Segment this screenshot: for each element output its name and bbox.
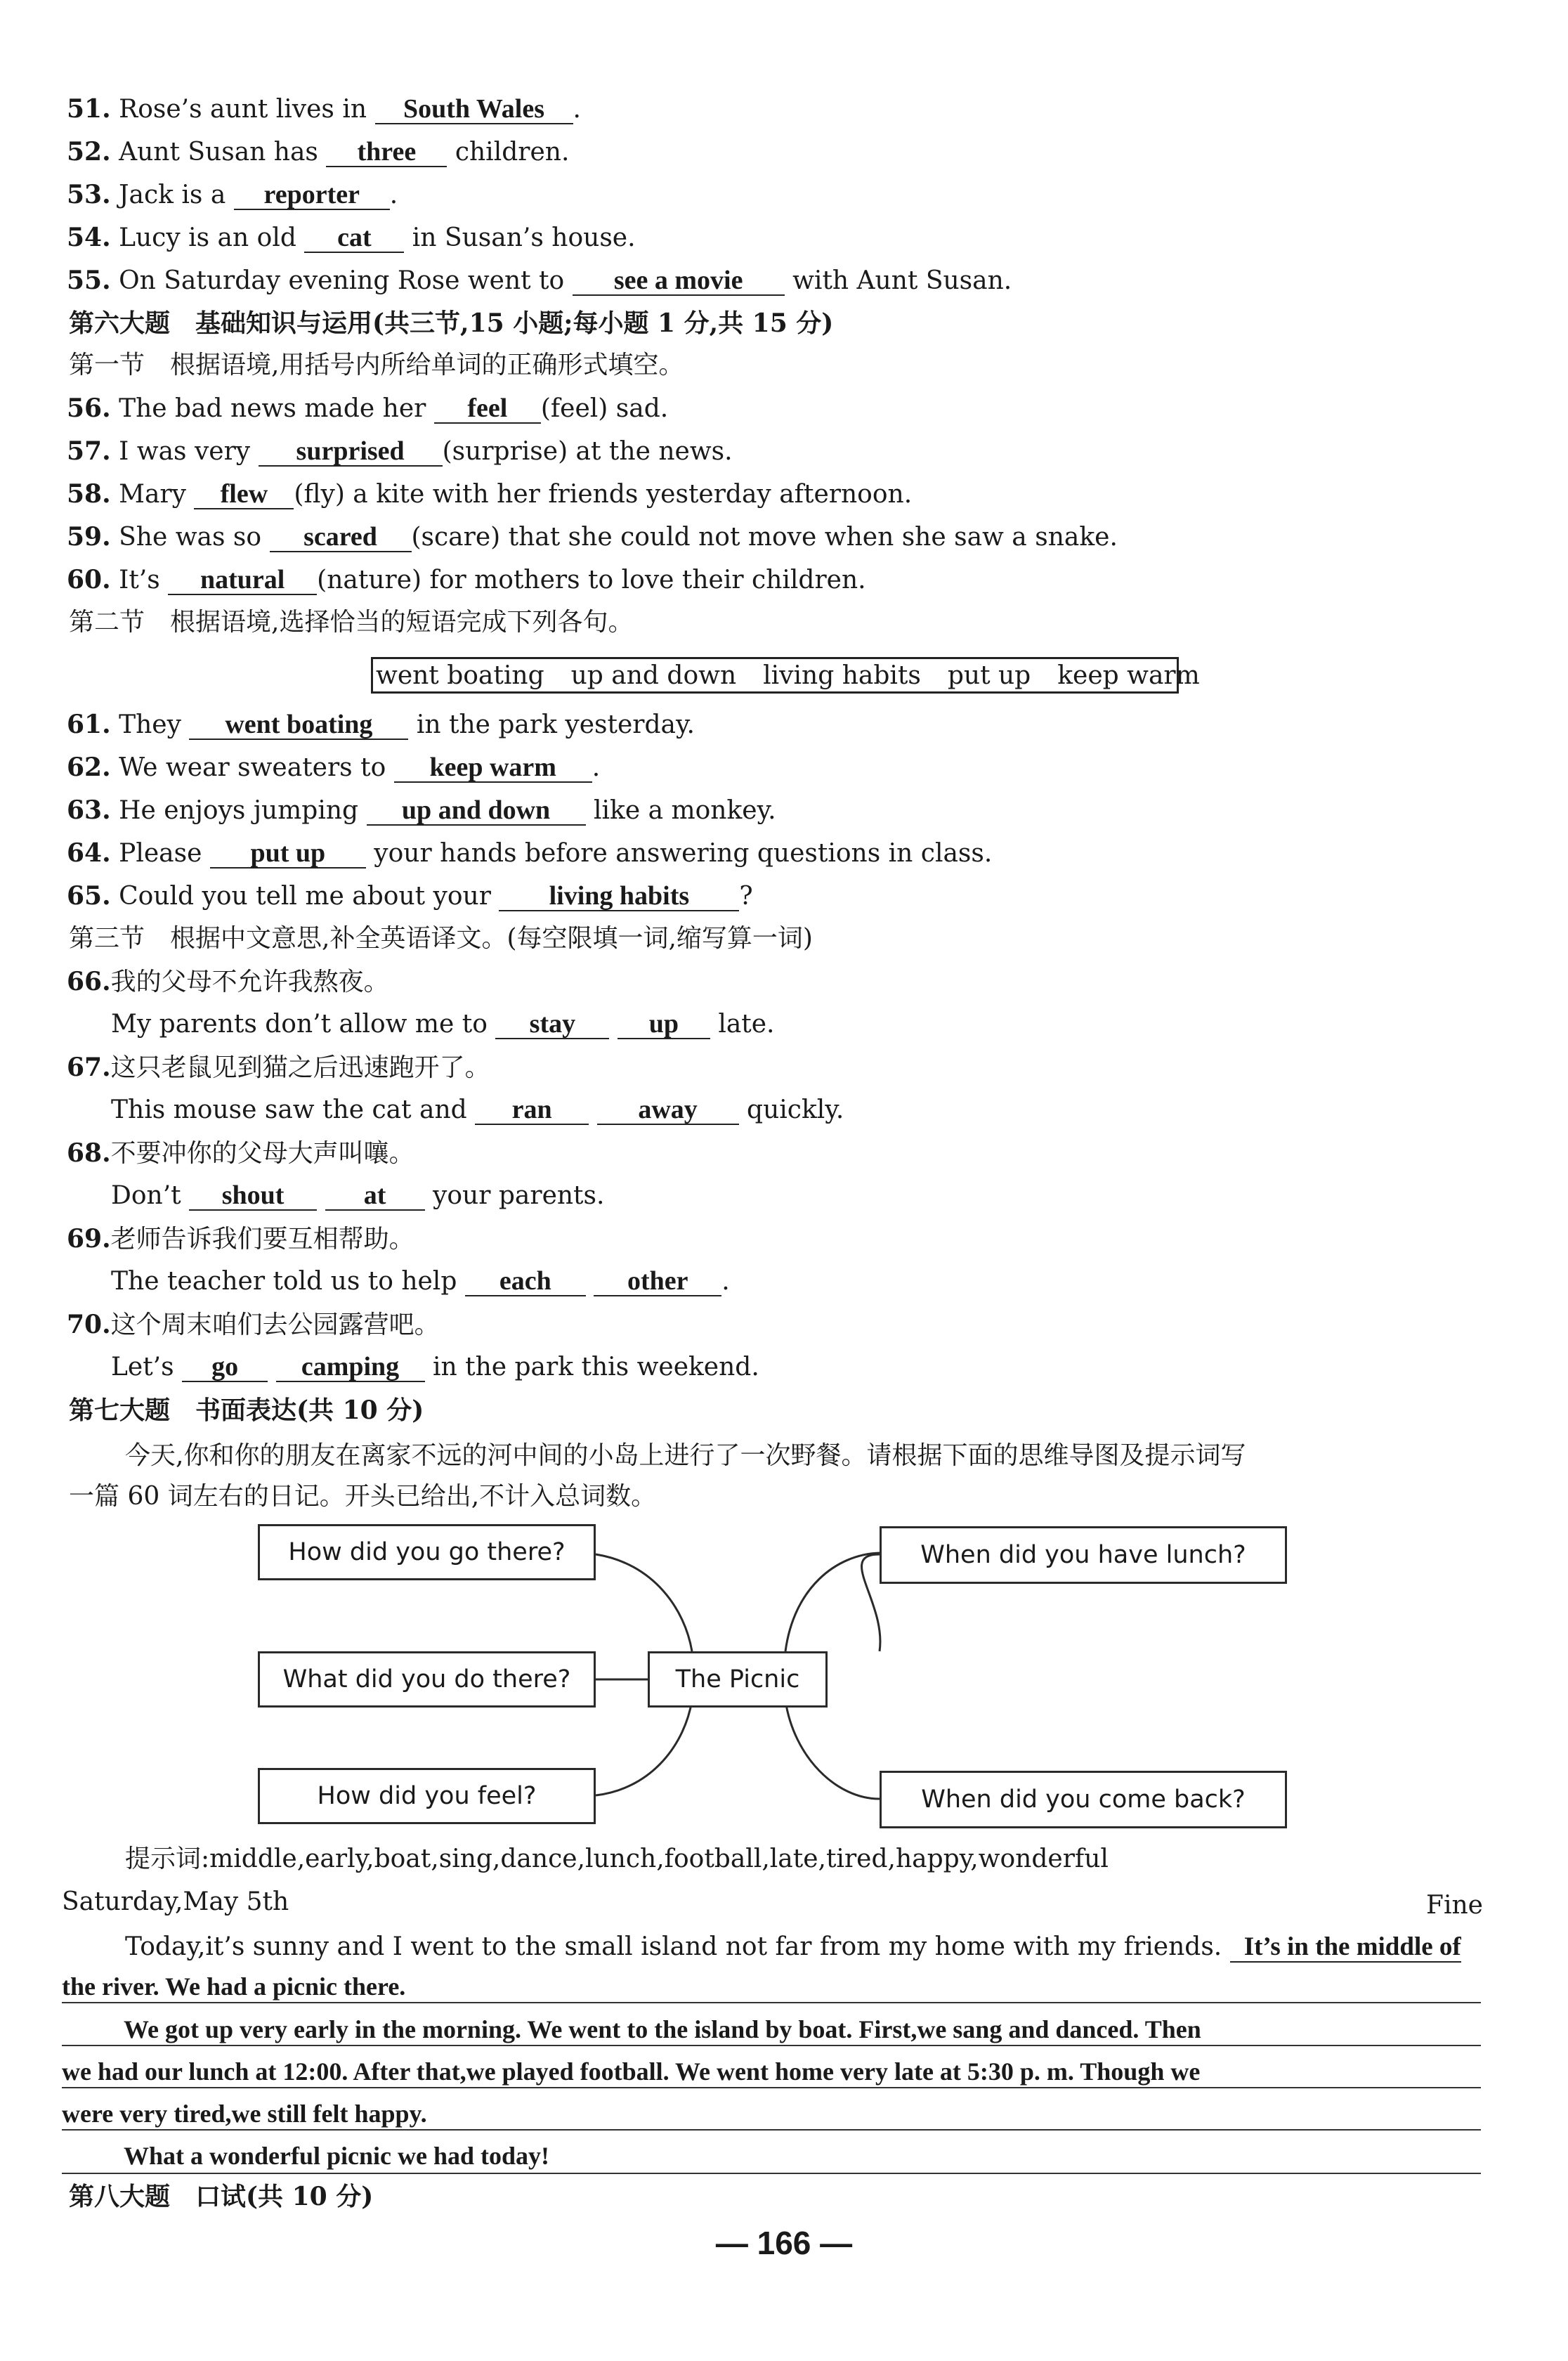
question-text: Mary (119, 480, 186, 509)
essay-answer-line4: we had our lunch at 12:00. After that,we played football. We went home very late at 5:30 p. m. Though we (62, 2057, 1201, 2086)
answer-blank-2: away (597, 1095, 739, 1125)
question-text-tail: your hands before answering questions in class. (374, 839, 993, 868)
question-text: I was very (119, 437, 251, 466)
mind-map-question-how-go: How did you go there? (258, 1524, 596, 1580)
connector-q4 (785, 1553, 880, 1651)
question-text-tail: (surprise) at the news. (442, 437, 733, 466)
question-number: 63. (67, 795, 111, 825)
question-number: 56. (67, 393, 111, 423)
question-61 (67, 709, 695, 740)
part6-section3-title: 第三节 根据中文意思,补全英语译文。(每空限填一词,缩写算一词) (69, 924, 813, 953)
part7-title: 第七大题 书面表达(共 10 分) (69, 1396, 424, 1425)
question-text-tail: (nature) for mothers to love their children. (317, 566, 866, 594)
answer-blank: up and down (367, 796, 586, 826)
question-text: She was so (119, 523, 262, 552)
essay-rule-line (62, 2173, 1481, 2174)
answer-blank-1: stay (495, 1010, 609, 1039)
mind-map-question-how-feel: How did you feel? (258, 1768, 596, 1824)
question-number: 64. (67, 838, 111, 868)
mind-map-question-come-back: When did you come back? (880, 1771, 1287, 1828)
opening-text: Today,it’s sunny and I went to the small island not far from my home with my friends. (125, 1932, 1222, 1961)
question-text: This mouse saw the cat and (111, 1095, 467, 1124)
question-text: Could you tell me about your (119, 882, 491, 911)
question-text: Aunt Susan has (119, 138, 318, 167)
answer-blank-1: each (465, 1267, 586, 1296)
essay-answer-line6: What a wonderful picnic we had today! (124, 2142, 550, 2170)
essay-answer-line2: the river. We had a picnic there. (62, 1972, 406, 2001)
answer-blank-1: ran (475, 1095, 589, 1125)
question-text: Jack is a (119, 181, 226, 209)
question-text-tail: . (721, 1267, 730, 1296)
question-64 (67, 838, 992, 869)
question-text-tail: with Aunt Susan. (792, 266, 1012, 295)
answer-blank: surprised (259, 437, 443, 467)
essay-answer-line3: We got up very early in the morning. We went to the island by boat. First,we sang and danced. Then (124, 2015, 1201, 2043)
question-number: 59. (67, 522, 111, 552)
answer-blank-2: up (618, 1010, 710, 1039)
part8-title: 第八大题 口试(共 10 分) (69, 2182, 374, 2211)
question-number: 70. (67, 1310, 111, 1339)
question-text: He enjoys jumping (119, 796, 359, 825)
mind-map-question-lunch: When did you have lunch? (880, 1526, 1287, 1584)
question-text-tail: in the park yesterday. (416, 710, 695, 739)
question-text: My parents don’t allow me to (111, 1010, 488, 1039)
question-number: 67. (67, 1053, 111, 1082)
answer-blank-2: camping (276, 1353, 425, 1382)
connector-q5 (785, 1700, 880, 1799)
question-53 (67, 179, 398, 210)
question-number: 66. (67, 967, 111, 996)
question-number: 60. (67, 565, 111, 594)
question-text-tail: . (573, 95, 581, 124)
question-number: 69. (67, 1224, 111, 1254)
question-text-tail: late. (718, 1010, 775, 1039)
question-text: Don’t (111, 1181, 181, 1210)
question-70-english (111, 1352, 759, 1383)
question-text: They (119, 710, 181, 739)
essay-rule-line (62, 2045, 1481, 2046)
question-text-tail: ? (739, 882, 753, 911)
question-text: Rose’s aunt lives in (119, 95, 367, 124)
question-66-english (111, 1009, 775, 1040)
question-69-chinese (67, 1223, 414, 1254)
chinese-sentence: 不要冲你的父母大声叫嚷。 (110, 1139, 414, 1168)
question-62 (67, 752, 600, 783)
question-text-tail: . (389, 181, 398, 209)
answer-blank-1: shout (189, 1181, 317, 1211)
part7-prompt-line2: 一篇 60 词左右的日记。开头已给出,不计入总词数。 (69, 1482, 657, 1511)
answer-blank: put up (210, 839, 366, 869)
question-text-tail: (fly) a kite with her friends yesterday afternoon. (294, 480, 913, 509)
question-number: 51. (67, 94, 111, 124)
part7-prompt-line1: 今天,你和你的朋友在离家不远的河中间的小岛上进行了一次野餐。请根据下面的思维导图及提示词写 (125, 1441, 1246, 1470)
answer-blank-1: go (182, 1353, 268, 1382)
mind-map-question-what-do: What did you do there? (258, 1651, 596, 1708)
answer-blank: South Wales (375, 95, 573, 124)
question-67-english (111, 1095, 844, 1126)
essay-rule-line (62, 2129, 1481, 2131)
phrase-option: went boating (376, 661, 544, 690)
part6-title: 第六大题 基础知识与运用(共三节,15 小题;每小题 1 分,共 15 分) (69, 308, 834, 338)
answer-blank: natural (168, 566, 317, 595)
phrase-option: keep warm (1057, 661, 1200, 690)
diary-date: Saturday,May 5th (62, 1887, 289, 1916)
answer-blank: scared (270, 523, 412, 552)
phrase-bank-box (371, 657, 1200, 694)
question-text-tail: children. (455, 138, 570, 167)
question-68-chinese (67, 1138, 414, 1169)
connector-q3 (596, 1700, 692, 1795)
question-number: 52. (67, 137, 111, 167)
question-52 (67, 136, 569, 167)
phrase-option: living habits (763, 661, 921, 690)
question-text-tail: . (592, 753, 601, 782)
answer-blank: feel (434, 394, 541, 424)
answer-blank: cat (304, 223, 404, 253)
question-66-chinese (67, 966, 389, 997)
question-text: The teacher told us to help (111, 1267, 457, 1296)
question-55 (67, 265, 1012, 296)
question-text: It’s (119, 566, 160, 594)
diary-weather: Fine (1426, 1891, 1483, 1920)
question-text: We wear sweaters to (119, 753, 386, 782)
answer-blank: keep warm (394, 753, 592, 783)
question-60 (67, 564, 866, 595)
question-text: Let’s (111, 1353, 174, 1381)
connector-q1 (596, 1554, 692, 1651)
question-number: 53. (67, 180, 111, 209)
question-number: 65. (67, 881, 111, 911)
question-69-english (111, 1266, 730, 1297)
mind-map-center: The Picnic (648, 1651, 828, 1708)
question-54 (67, 222, 636, 253)
essay-answer-line5: were very tired,we still felt happy. (62, 2100, 427, 2128)
question-number: 55. (67, 266, 111, 295)
question-63 (67, 795, 776, 826)
question-51 (67, 93, 581, 124)
question-text: The bad news made her (119, 394, 426, 423)
question-58 (67, 479, 912, 509)
question-56 (67, 393, 668, 424)
chinese-sentence: 我的父母不允许我熬夜。 (110, 968, 389, 996)
question-text-tail: (feel) sad. (540, 394, 669, 423)
question-number: 68. (67, 1138, 111, 1168)
essay-rule-line (62, 2002, 1481, 2003)
essay-answer-start: It’s in the middle of (1230, 1933, 1461, 1963)
question-text-tail: like a monkey. (594, 796, 776, 825)
question-57 (67, 436, 733, 467)
question-59 (67, 521, 1118, 552)
essay-rule-line (62, 2087, 1481, 2088)
page-number: — 166 — (715, 2225, 853, 2261)
phrase-option: up and down (570, 661, 737, 690)
question-70-chinese (67, 1309, 440, 1340)
answer-blank: reporter (234, 181, 390, 210)
question-text: Lucy is an old (119, 223, 296, 252)
question-number: 62. (67, 753, 111, 782)
answer-blank: three (326, 138, 447, 167)
chinese-sentence: 老师告诉我们要互相帮助。 (110, 1225, 414, 1254)
chinese-sentence: 这只老鼠见到猫之后迅速跑开了。 (110, 1053, 490, 1082)
answer-blank-2: other (594, 1267, 721, 1296)
question-text-tail: quickly. (747, 1095, 844, 1124)
diary-opening (125, 1932, 1461, 1963)
part6-section2-title: 第二节 根据语境,选择恰当的短语完成下列各句。 (69, 608, 634, 637)
answer-blank: living habits (499, 882, 739, 911)
chinese-sentence: 这个周末咱们去公园露营吧。 (110, 1310, 440, 1339)
answer-blank: went boating (189, 710, 408, 740)
question-text-tail: in the park this weekend. (432, 1353, 759, 1381)
question-67-chinese (67, 1052, 490, 1083)
phrase-option: put up (947, 661, 1031, 690)
answer-blank: see a movie (573, 266, 785, 296)
question-text: Please (119, 839, 202, 868)
hint-words: 提示词:middle,early,boat,sing,dance,lunch,football,late,tired,happy,wonderful (125, 1845, 1109, 1873)
question-65 (67, 880, 753, 911)
part6-section1-title: 第一节 根据语境,用括号内所给单词的正确形式填空。 (69, 351, 684, 379)
question-number: 57. (67, 436, 111, 466)
question-text-tail: (scare) that she could not move when she saw a snake. (411, 523, 1118, 552)
question-number: 54. (67, 223, 111, 252)
question-text-tail: in Susan’s house. (412, 223, 636, 252)
answer-blank: flew (194, 480, 294, 509)
question-number: 58. (67, 479, 111, 509)
answer-blank-2: at (325, 1181, 425, 1211)
question-text-tail: your parents. (433, 1181, 605, 1210)
question-68-english (111, 1180, 604, 1211)
question-text: On Saturday evening Rose went to (119, 266, 565, 295)
question-number: 61. (67, 710, 111, 739)
